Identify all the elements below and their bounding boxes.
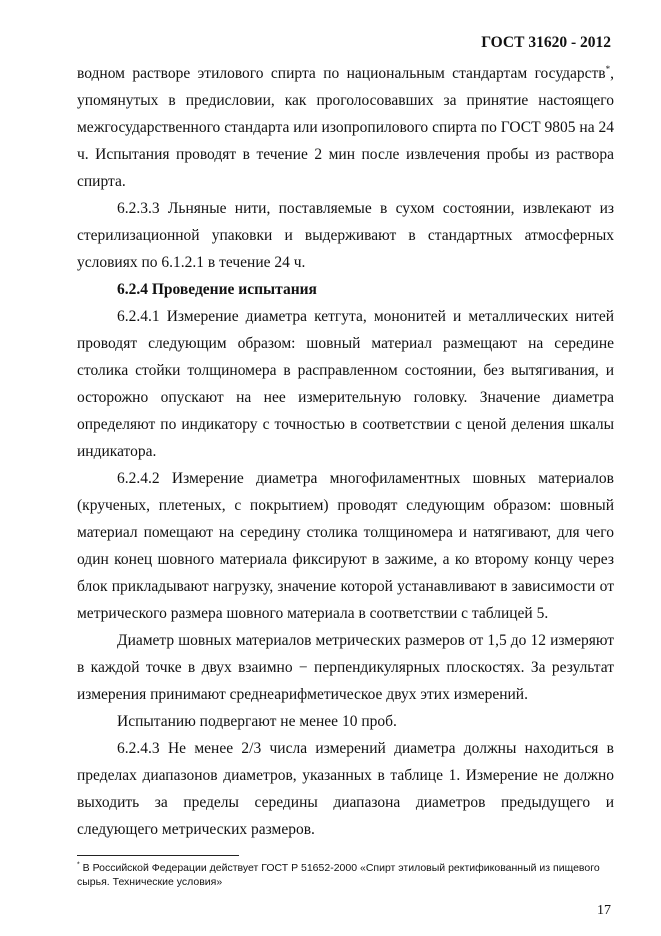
footnote-divider [77,855,239,856]
footnote-reference: * [605,63,611,74]
footnote [77,861,614,889]
standard-code-header: ГОСТ 31620 - 2012 [481,34,611,51]
footnote-text: В Российской Федерации действует ГОСТ Р 51652-2000 «Спирт этиловый ректификованный из пищевого сырья. Технические условия» [77,862,600,888]
paragraph-6-2-4-1: 6.2.4.1 Измерение диаметра кетгута, мононитей и металлических нитей проводят следующим образом: шовный материал размещают на середине столика стойки толщиномера в расправленном состоянии, без вытягивания, и осторожно опускают на нее измерительную головку. Значение диаметра определяют по индикатору с точностью в соответствии с ценой деления шкалы индикатора. [77,308,614,460]
page-number: 17 [597,903,611,918]
section-heading-6-2-4: 6.2.4 Проведение испытания [117,281,317,298]
paragraph-diameter: Диаметр шовных материалов метрических размеров от 1,5 до 12 измеряют в каждой точке в двух взаимно − перпендикулярных плоскостях. За результат измерения принимают среднеарифметическое двух этих измерений. [77,632,614,703]
main-text [77,60,614,843]
paragraph-6-2-4-2: 6.2.4.2 Измерение диаметра многофиламентных шовных материалов (крученых, плетеных, с покрытием) проводят следующим образом: шовный материал помещают на середину столика толщиномера и натягивают, для чего один конец шовного материала фиксируют в зажиме, а ко второму концу через блок прикладывают нагрузку, значение которой устанавливают в зависимости от метрического размера шовного материала в соответствии с таблицей 5. [77,470,614,622]
paragraph-6-2-4-3: 6.2.4.3 Не менее 2/3 числа измерений диаметра должны находиться в пределах диапазонов диаметров, указанных в таблице 1. Измерение не должно выходить за пределы середины диапазона диаметров предыдущего и следующего метрических размеров. [77,740,614,838]
paragraph-continuation [77,60,614,195]
paragraph-6-2-3-3: 6.2.3.3 Льняные нити, поставляемые в сухом состоянии, извлекают из стерилизационной упаковки и выдерживают в стандартных атмосферных условиях по 6.1.2.1 в течение 24 ч. [77,200,614,271]
paragraph-samples: Испытанию подвергают не менее 10 проб. [117,713,397,730]
paragraph-text: , упомянутых в предисловии, как проголосовавших за принятие настоящего межгосударственного стандарта или изопропилового спирта по ГОСТ 9805 на 24 ч. Испытания проводят в течение 2 мин после извлечения пробы из раствора спирта. [77,65,614,190]
footnote-mark: * [77,861,80,869]
paragraph-text: водном растворе этилового спирта по национальным стандартам государств [77,65,606,82]
